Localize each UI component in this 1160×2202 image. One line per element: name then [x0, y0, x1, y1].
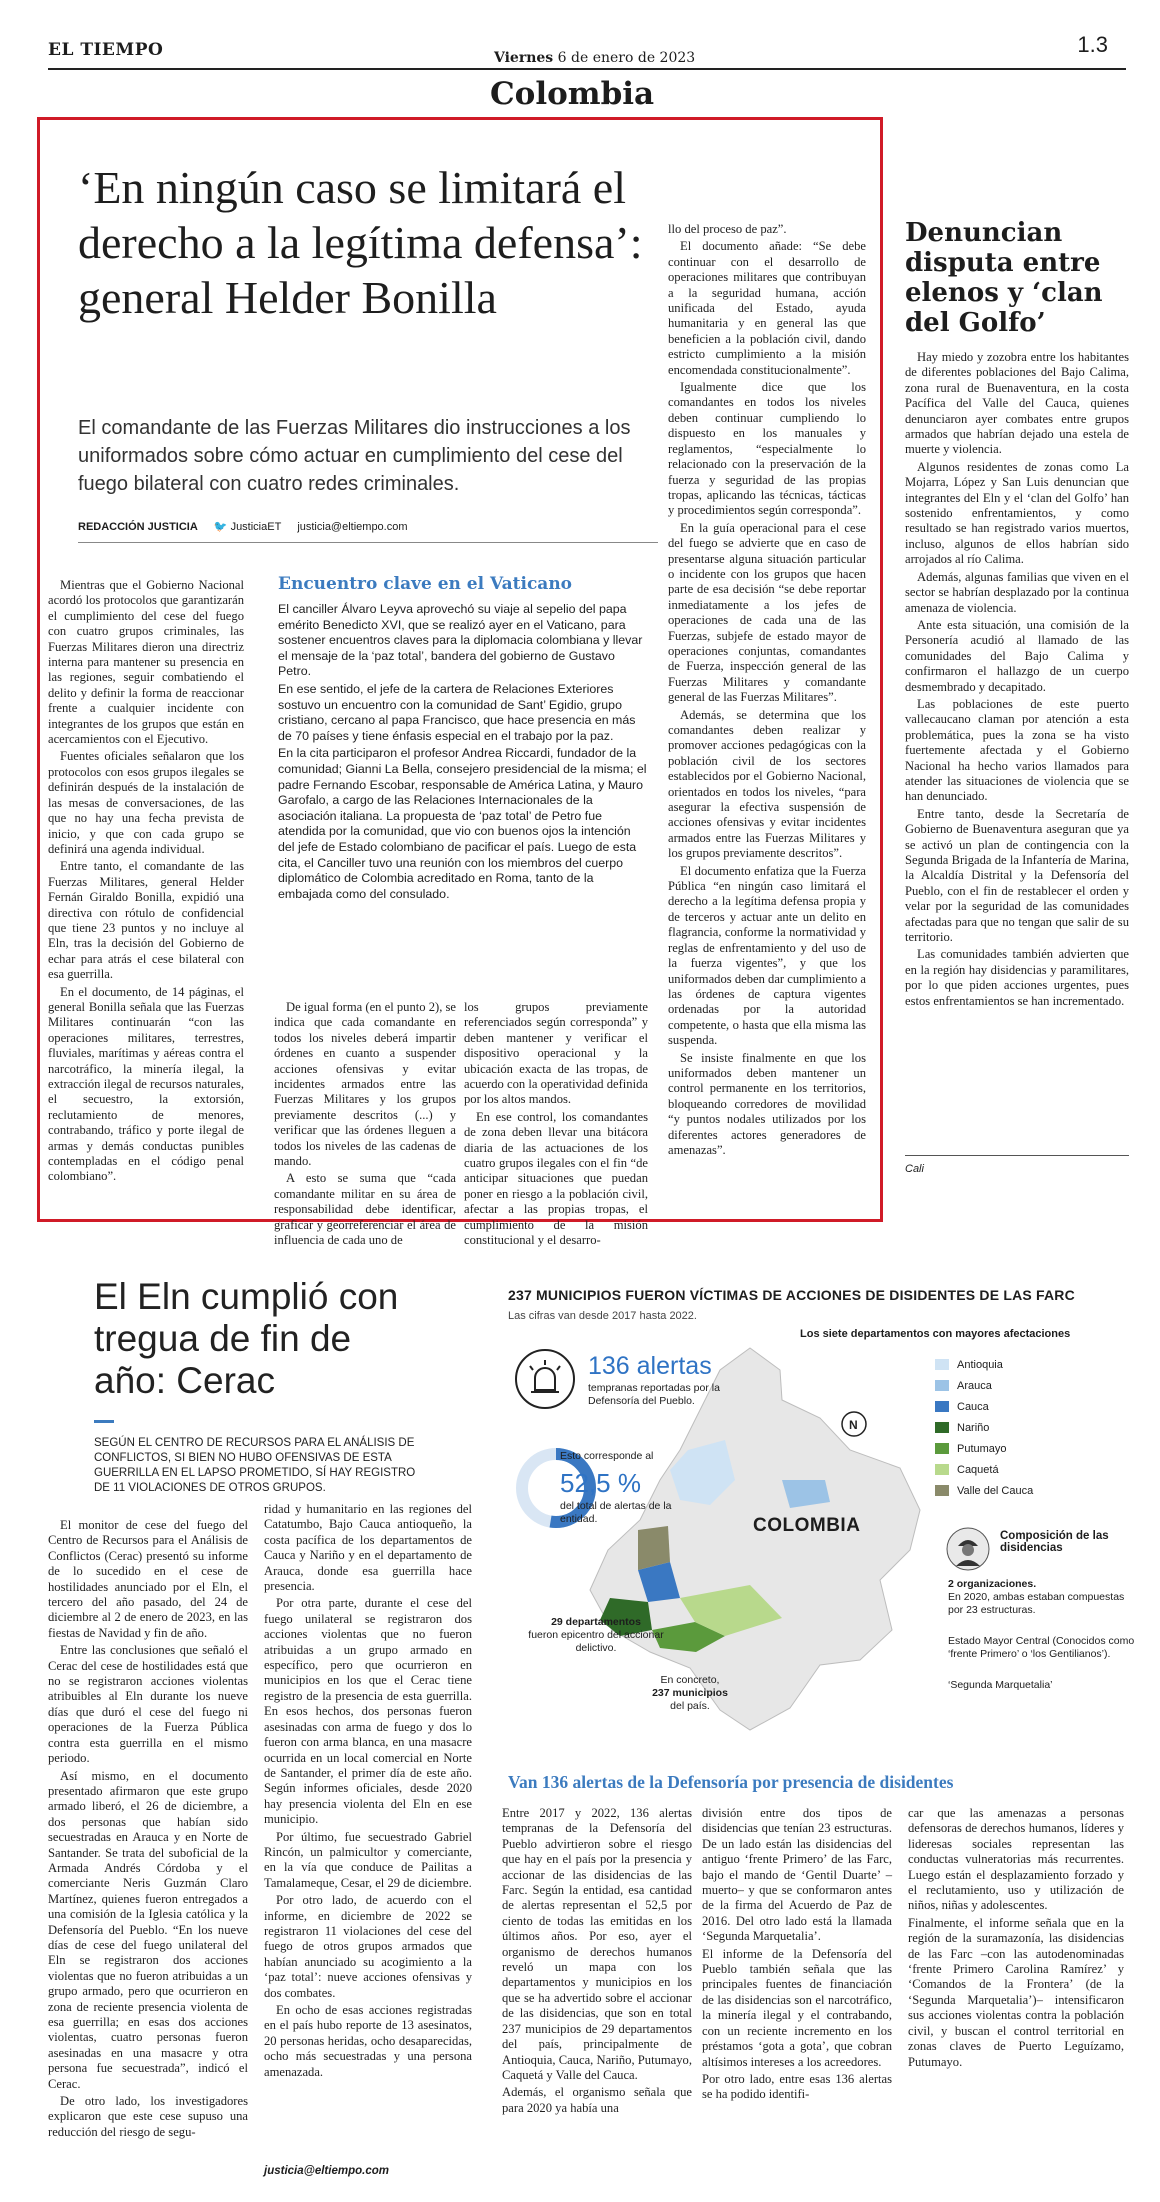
paragraph: El informe de la Defensoría del Pueblo también señala que las principales fuentes de financiación de las disidencias son el narcotráfico, la minería ilegal y el contrabando, con un reciente incremento en los préstamos ‘gota a gota’, que cobran altísimos intereses a los acreedores.	[702, 1946, 892, 2069]
paragraph: Además, se determina que los comandantes deben realizar y promover acciones pedagógicas con la población civil de los sectores establecidos por el Gobierno Nacional, orientados en todos los niveles, “para asegurar la efectiva suspensión de acciones ofensivas y evitar incidentes armados entre las Fuerzas Militares y los grupos previamente descritos”.	[668, 707, 866, 861]
compass-icon	[840, 1410, 868, 1438]
dateline-city: Cali	[905, 1163, 924, 1175]
paragraph: En el documento, de 14 páginas, el general Bonilla señala que las Fuerzas Militares continuarán “con las operaciones militares, terrestres, fluviales, marítimas y aéreas contra el narcotráfico, la minería ilegal, la extracción ilegal de recursos naturales, el secuestro, la extorsión, reclutamiento de menores, contrabando, tráfico y porte ilegal de armas y demás conductas punibles contempladas en el código penal colombiano”.	[48, 984, 244, 1184]
paragraph: Así mismo, en el documento presentado afirmaron que este grupo armado liberó, el 26 de diciembre, a dos personas que habían sido secuestradas en Arauca y en Norte de Santander. Se trata del suboficial de la Armada Andrés Córdoba y el comerciante Neris Guzmán Claro Martínez, quienes fueron entregados a una comisión de la Iglesia católica y la Defensoría del Pueblo. “En los nueve días de cese del fuego unilateral del Eln se registraron dos acciones violentas que no fueron atribuidas a un grupo armado, pero que ocurrieron en zona de reciente presencia violenta de esa guerrilla; en esas dos acciones violentas, cuatro personas fueron asesinadas en una masacre y otra persona fue secuestrada”, indicó el Cerac.	[48, 1768, 248, 2091]
twitter-icon: 🐦	[213, 521, 228, 533]
paragraph: los grupos previamente referenciados según corresponda” y deben mantener y verificar el dispositivo operacional y la ubicación exacta de las tropas, de acuerdo con la operatividad definida por los altos mandos.	[464, 1000, 648, 1107]
bottom-headline: Van 136 alertas de la Defensoría por presencia de disidentes	[508, 1772, 954, 1792]
date-day: Viernes	[494, 50, 554, 66]
side-story-body	[905, 350, 1129, 1011]
section-title: Colombia	[490, 76, 655, 112]
paragraph: Mientras que el Gobierno Nacional acordó los protocolos que garantizarán el cumplimiento del cese del fuego con cuatro grupos criminales, las Fuerzas Militares dieron una directriz interna para mantener su presencia en las regiones, seguir combatiendo el delito y definir la forma de reaccionar frente a cualquier incidente con integrantes de los grupos que están en acercamientos con el Ejecutivo.	[48, 578, 244, 747]
paragraph: El documento añade: “Se debe continuar con el desarrollo de operaciones militares que contribuyan a la seguridad humana, acción unificada del Estado, ayuda humanitaria y en general las que beneficien a la población civil, dando estricto cumplimiento a la misión encomendada constitucionalmente”.	[668, 239, 866, 377]
legend-item: Antioquia	[935, 1354, 1033, 1375]
second-email[interactable]: justicia@eltiempo.com	[264, 2165, 389, 2177]
alerts-number: 136 alertas	[588, 1352, 712, 1380]
paragraph: Entre tanto, el comandante de las Fuerzas Militares, general Helder Fernán Giraldo Bonilla, expidió una directiva con rótulo de confidencial que tiene 23 puntos y no incluye al Eln, tras la decisión del Gobierno de echar para atrás el cese bilateral con esa guerrilla.	[48, 859, 244, 982]
composition-title: Composición de las disidencias	[1000, 1530, 1109, 1554]
second-deck: SEGÚN EL CENTRO DE RECURSOS PARA EL ANÁLISIS DE CONFLICTOS, SI BIEN NO HUBO OFENSIVAS DE ESTA GUERRILLA EN EL LAPSO PROMETIDO, SÍ HAY REGISTRO DE 11 VIOLACIONES DE OTROS GRUPOS.	[94, 1437, 416, 1494]
legend-item: Cauca	[935, 1396, 1033, 1417]
paragraph: Entre tanto, desde la Secretaría de Gobierno de Buenaventura aseguran que ya se activó un plan de contingencia con la Segunda Brigada de la Infantería de Marina, la Alcaldía Distrital y la Defensoría del Pueblo, con el fin de restablecer el orden y velar por la seguridad de las comunidades afectadas para que no tengan que salir de su territorio.	[905, 806, 1129, 945]
soldier-icon	[945, 1526, 991, 1572]
paragraph: El documento enfatiza que la Fuerza Pública “en ningún caso limitará el derecho a la legítima defensa propia y de terceros y actuar ante un delito en flagrancia, conforme la normatividad y reglas de enfrentamiento y del uso de la fuerza vigentes”, y que los uniformados deben dar cumplimiento a las órdenes de captura vigentes ordenadas por la autoridad competente, o hasta que ella misma las suspenda.	[668, 863, 866, 1048]
municipalities-note: En concreto, 237 municipios del país.	[652, 1674, 728, 1712]
paragraph: Algunos residentes de zonas como La Mojarra, López y San Luis denuncian que integrantes del Eln y el ‘clan del Golfo’ han sostenido enfrentamientos, y como resultado se han registrado varios muertos, incluso, algunos de ellos habrían sido arrojados al río Calima.	[905, 459, 1129, 567]
legend-item: Caquetá	[935, 1459, 1033, 1480]
legend-item: Arauca	[935, 1375, 1033, 1396]
main-column-2b	[464, 1000, 648, 1251]
paragraph: Por otro lado, entre esas 136 alertas se ha podido identifi-	[702, 2071, 892, 2102]
paragraph: división entre dos tipos de disidencias que tenían 23 estructuras. De un lado están las disidencias del antiguo ‘frente Primero’ de las Farc, bajo el mando de ‘Gentil Duarte’ –muerto– y que se conformaron antes de la firma del Acuerdo de Paz de 2016. Del otro lado está la llamada ‘Segunda Marquetalia’.	[702, 1806, 892, 1944]
paragraph: Además, el organismo señala que para 2020 ya había una	[502, 2085, 692, 2115]
twitter-handle: 🐦 JusticiaET	[213, 521, 282, 533]
paragraph: ridad y humanitario en las regiones del Catatumbo, Bajo Cauca antioqueño, la costa pacífica de los departamentos de Cauca y Nariño y en el departamento de Arauca, donde esa guerrilla hace presencia.	[264, 1502, 472, 1594]
date-rest: 6 de enero de 2023	[557, 50, 696, 66]
main-column-2a	[274, 1000, 456, 1251]
paragraph: Las comunidades también advierten que en la región hay disidencias y paramilitares, por lo que piden acciones urgentes, pues estos enfrentamientos se han incrementado.	[905, 947, 1129, 1008]
paragraph: El monitor de cese del fuego del Centro de Recursos para el Análisis de Conflictos (Cerac) presentó su informe de lo sucedido en el cese de hostilidades anunciado por el Eln, el tercero del año pasado, del 24 de diciembre al 2 de enero de 2023, en las fiestas de Navidad y fin de año.	[48, 1518, 248, 1640]
byline-author: REDACCIÓN JUSTICIA	[78, 520, 198, 533]
second-column-b	[264, 1502, 472, 2082]
paragraph: car que las amenazas a personas defensoras de derechos humanos, líderes y lideresas sociales representan las conductas vulneratorias más recurrentes. Luego están el desplazamiento forzado y el reclutamiento, uso y utilización de niños, niñas y adolescentes.	[908, 1806, 1124, 1913]
composition-details: 2 organizaciones. En 2020, ambas estaban compuestas por 23 estructuras. Estado Mayor Central (Conocidos como ‘frente Primero’ o ‘los Gentilianos’). ‘Segunda Marquetalia’	[948, 1578, 1135, 1691]
alarm-icon	[514, 1348, 576, 1410]
pct-intro: Esto corresponde al	[560, 1450, 654, 1462]
infographic-subtitle: Las cifras van desde 2017 hasta 2022.	[508, 1310, 697, 1322]
bottom-column-3	[908, 1806, 1124, 2072]
paragraph: Se insiste finalmente en que los uniformados deben mantener un control permanente en los territorios, bloqueando corredores de movilidad “y puntos nodales utilizados por los diferentes actores generadores de amenazas”.	[668, 1050, 866, 1157]
legend-title: Los siete departamentos con mayores afectaciones	[800, 1328, 1071, 1340]
paragraph: A esto se suma que “cada comandante militar en su área de responsabilidad debe identificar, graficar y georreferenciar el área de influencia de cada uno de	[274, 1171, 456, 1248]
paragraph: Además, algunas familias que viven en el sector se habrían desplazado por la continua amenaza de violencia.	[905, 569, 1129, 615]
legend-item: Nariño	[935, 1417, 1033, 1438]
byline	[78, 520, 658, 533]
second-column-a	[48, 1518, 248, 2142]
bottom-column-2	[702, 1806, 892, 2105]
paragraph: Hay miedo y zozobra entre los habitantes de diferentes poblaciones del Bajo Calima, zona rural de Buenaventura, en la costa Pacífica del Valle del Cauca, quienes denunciaron ayer combates entre grupos armados que habrían dejado una estela de muerte y violencia.	[905, 350, 1129, 457]
main-headline: ‘En ningún caso se limitará el derecho a la legítima defensa’: general Helder Bonilla	[78, 162, 643, 323]
deck-accent	[94, 1420, 114, 1423]
paragraph: De otro lado, los investigadores explicaron que este cese supuso una reducción del riesgo de segu-	[48, 2094, 248, 2139]
svg-text:N: N	[849, 1418, 858, 1432]
pct-description: del total de alertas de la entidad.	[560, 1500, 672, 1525]
side-story-rule	[905, 1155, 1129, 1156]
pct-value: 52,5 %	[560, 1468, 641, 1498]
paragraph: El canciller Álvaro Leyva aprovechó su viaje al sepelio del papa emérito Benedicto XVI, que se realizó ayer en el Vaticano, para sostener encuentros claves para la diplomacia colombiana y llevar el mensaje de la ‘paz total’, bandera del gobierno de Gustavo Petro.	[278, 602, 643, 679]
paragraph: De igual forma (en el punto 2), se indica que cada comandante en todos los niveles deberá impartir órdenes en cuanto a suspender acciones ofensivas y evitar incidentes armados entre las Fuerzas Militares y los grupos previamente descritos (...) y verificar que las órdenes lleguen a todos los niveles de las cadenas de mando.	[274, 1000, 456, 1169]
paragraph: Las poblaciones de este puerto vallecaucano claman por atención a esta problemática, pues la zona se ha visto fuertemente afectada y el Gobierno Nacional ha hecho varios llamados para atender las situaciones de violencia que se han denunciado.	[905, 696, 1129, 804]
vatican-sidebar	[278, 574, 650, 904]
legend-item: Putumayo	[935, 1438, 1033, 1459]
paragraph: En ocho de esas acciones registradas en el país hubo reporte de 13 asesinatos, 20 personas heridas, ocho desaparecidas, ocho más secuestradas y una persona amenazada.	[264, 2003, 472, 2079]
paragraph: llo del proceso de paz”.	[668, 222, 787, 236]
byline-rule	[78, 542, 658, 543]
sidebar-title: Encuentro clave en el Vaticano	[278, 574, 573, 594]
paragraph: En la cita participaron el profesor Andrea Riccardi, fundador de la comunidad; Gianni La Bella, consejero presidencial de la misma; el padre Fernando Escobar, responsable de América Latina, y Mauro Garofalo, a cargo de las Relaciones Internacionales de la asociación italiana. La propuesta de ‘paz total’ de Petro fue atendida por la comunidad, que vio con buenos ojos la intención del jefe de Estado colombiano de pacificar el país. Luego de esta cita, el Canciller tuvo una reunión con los miembros del cuerpo diplomático de Colombia acreditado en Roma, tanto de la embajada como del consulado.	[278, 746, 647, 901]
paragraph: Entre 2017 y 2022, 136 alertas tempranas de la Defensoría del Pueblo advirtieron sobre el riesgo que hay en el país por la presencia y accionar de las disidencias de las Farc. Según la entidad, esa cantidad de alertas representan el 52,5 por ciento de todas las emitidas en los últimos años. Por eso, ayer el organismo de derechos humanos reveló un mapa con los departamentos y municipios en los que se ha advertido sobre el accionar de las disidencias, que son en total 237 municipios de 29 departamentos del país, principalmente de Antioquia, Cauca, Nariño, Putumayo, Caquetá y Valle del Cauca.	[502, 1806, 692, 2082]
legend-item: Valle del Cauca	[935, 1480, 1033, 1501]
departments-note: 29 departamentos fueron epicentro del accionar delictivo.	[528, 1616, 664, 1654]
map-country-label: COLOMBIA	[753, 1515, 861, 1536]
second-headline: El Eln cumplió con tregua de fin de año: Cerac	[94, 1276, 399, 1401]
paragraph: Ante esta situación, una comisión de la Personería acudió al llamado de las comunidades del Bajo Calima y confirmaron el hallazgo de un cuerpo desmembrado y decapitado.	[905, 617, 1129, 694]
paragraph: En la guía operacional para el cese del fuego se advierte que en caso de presentarse alguna situación particular o incidente con los grupos que hacen parte de esa decisión “se debe reportar inmediatamente a los jefes de operaciones de cada una de las Fuerzas, subjefe de estado mayor de operaciones conjuntas, comandantes de Fuerza, inspección general de las Fuerzas Militares y comandante general de las Fuerzas Militares”.	[668, 520, 866, 705]
paragraph: En ese sentido, el jefe de la cartera de Relaciones Exteriores sostuvo un encuentro con la comunidad de Sant’ Egidio, grupo cristiano, cercano al papa Francisco, que hace presencia en más de 70 países y tiene énfasis especial en el trabajo por la paz.	[278, 681, 636, 743]
paragraph: Por otro lado, de acuerdo con el informe, en diciembre de 2022 se registraron 11 violaciones del cese del fuego de otros grupos armados que habían anunciado su acogimiento a la ‘paz total’: nueve acciones ofensivas y dos combates.	[264, 1893, 472, 2000]
header-rule	[48, 68, 1126, 70]
paragraph: Fuentes oficiales señalaron que los protocolos con esos grupos ilegales se definirán después de la instalación de las mesas de conversaciones, de las que no hay una fecha prevista de inicio, y que con cada grupo se definirá una agenda individual.	[48, 749, 244, 856]
page-number: 1.3	[1077, 32, 1108, 57]
side-story-headline: Denuncian disputa entre elenos y ‘clan del Golfo’	[905, 218, 1103, 338]
paragraph: Entre las conclusiones que señaló el Cerac del cese de hostilidades está que no se registraron acciones violentas atribuibles al Eln durante los nueve días que duró el cese del fuego ni operaciones de la Fuerza Pública contra esta guerrilla en el mismo periodo.	[48, 1643, 248, 1766]
paragraph: Igualmente dice que los comandantes en todos los niveles deben continuar cumpliendo lo dispuesto en los manuales y reglamentos, “especialmente lo relacionado con la preservación de la fuerza y seguridad de las propias tropas, aplicando las técnicas, tácticas y procedimientos según corresponda”.	[668, 380, 866, 518]
paragraph: Por último, fue secuestrado Gabriel Rincón, un palmicultor y comerciante, en la vía que conduce de Pailitas a Tamalameque, Cesar, el 29 de diciembre.	[264, 1829, 472, 1890]
main-subhead: El comandante de las Fuerzas Militares dio instrucciones a los uniformados sobre cómo actuar en cumplimiento del cese del fuego bilateral con cuatro redes criminales.	[78, 417, 631, 495]
paragraph: Por otra parte, durante el cese del fuego unilateral se registraron dos acciones violentas que no fueron atribuidas a un grupo armado en específico, pero que ocurrieron en municipios en los que el Cerac tiene registro de la presencia de esta guerrilla. En esos hechos, dos personas fueron asesinadas con arma de fuego y dos lo fueron con arma blanca, en una masacre ocurrida en un local comercial en Norte de Santander, el primer día de este año. Según informes oficiales, desde 2020 hay presencia violenta del Eln en ese municipio.	[264, 1596, 472, 1827]
main-column-1	[48, 578, 244, 1187]
infographic-title: 237 MUNICIPIOS FUERON VÍCTIMAS DE ACCIONES DE DISIDENTES DE LAS FARC	[508, 1287, 1075, 1303]
publication-date	[494, 50, 695, 66]
byline-email[interactable]: justicia@eltiempo.com	[297, 520, 408, 533]
alerts-description: tempranas reportadas por la Defensoría del Pueblo.	[588, 1382, 720, 1407]
main-column-3	[668, 222, 866, 1160]
paragraph: En ese control, los comandantes de zona deben llevar una bitácora diaria de las actuaciones de los cuatro grupos ilegales con el fin “de anticipar situaciones que puedan poner en riesgo a la población civil, afectar a las propias tropas, el cumplimiento de la misión constitucional y el desarro-	[464, 1109, 648, 1248]
paragraph: Finalmente, el informe señala que en la región de la suramazonía, las disidencias de las Farc –con las autodenominadas ‘frente Primero Carolina Ramírez’ y ‘Comandos de la Frontera’ (de la ‘Segunda Marquetalia’)– intensificaron sus acciones violentas contra la población civil, y buscan el control territorial en zonas claves de Puerto Leguízamo, Putumayo.	[908, 1915, 1124, 2069]
newspaper-brand: EL TIEMPO	[48, 40, 164, 60]
bottom-column-1	[502, 1806, 692, 2118]
